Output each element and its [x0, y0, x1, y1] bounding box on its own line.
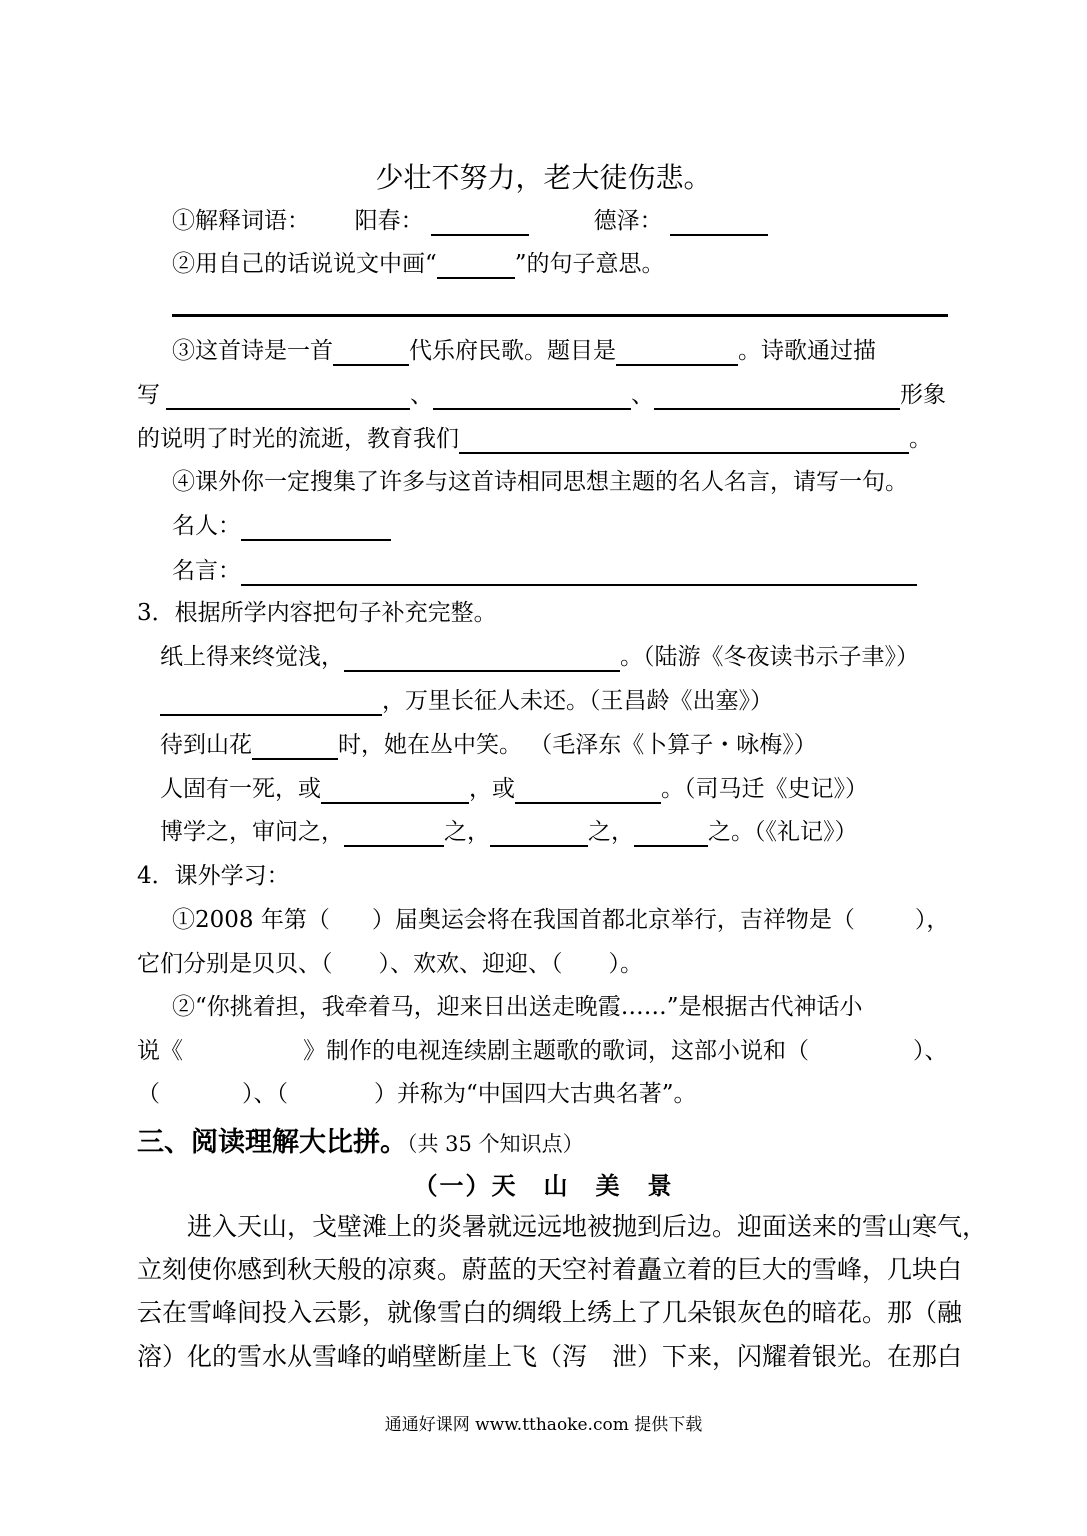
sec4-l5a: （ — [137, 1081, 160, 1107]
sec4-l5c: ）并称为“中国四大古典名著”。 — [374, 1081, 697, 1107]
blank-quote[interactable] — [241, 560, 917, 586]
reading-line-4: 溶）化的雪水从雪峰的峭壁断崖上飞（泻 泄）下来，闪耀着银光。在那白 — [137, 1342, 963, 1371]
q3-p2: 代乐府民歌。题目是 — [409, 338, 616, 364]
q3-l2-start: 写 — [137, 382, 160, 408]
sec3-l4b: ，或 — [469, 776, 515, 802]
q3-l2-end: 形象 — [900, 382, 946, 408]
sec3-l2b: ，万里长征人未还。（王昌龄《出塞》） — [382, 688, 773, 714]
sec4-line5 — [137, 1079, 697, 1109]
sec3-line1 — [160, 642, 919, 672]
page-footer: 通通好课网 www.tthaoke.com 提供下载 — [384, 1415, 703, 1435]
sec3-l4c: 。（司马迁《史记》） — [661, 776, 868, 802]
sec4-line1 — [172, 905, 949, 935]
blank-yangchun[interactable] — [431, 210, 529, 236]
sec3-l1b: 。（陆游《冬夜读书示子聿》） — [620, 644, 919, 670]
sec3-l3a: 待到山花 — [160, 732, 252, 758]
sec3-l5d: 之。（《礼记》） — [708, 819, 858, 845]
q1-line — [172, 206, 768, 236]
sec4-l4a: 说《 — [137, 1038, 183, 1064]
blank-person[interactable] — [241, 515, 391, 541]
sec4-title: 4．课外学习： — [137, 863, 290, 889]
sec3-l5c: 之， — [588, 819, 634, 845]
q1-word1: 阳春： — [354, 208, 424, 234]
q4-quote-line — [172, 556, 917, 586]
sec3-title: 3．根据所学内容把句子补充完整。 — [137, 600, 497, 626]
sec3-l3b: 时，她在丛中笑。 （毛泽东《卜算子・咏梅》） — [338, 732, 817, 758]
q1-label: ①解释词语： — [172, 208, 310, 234]
reading-line-3: 云在雪峰间投入云影，就像雪白的绸缎上绣上了几朵银灰色的暗花。那（融 — [137, 1298, 963, 1327]
sec4-l4c: ）、 — [913, 1038, 948, 1064]
section-three-note: （共 35 个知识点） — [407, 1132, 584, 1156]
sec4-l1b: ）届奥运会将在我国首都北京举行，吉祥物是（ — [371, 907, 855, 933]
blank-shiji-1[interactable] — [321, 778, 469, 804]
blank-image-3[interactable] — [654, 384, 900, 410]
blank-shanhua[interactable] — [252, 734, 338, 760]
sec3-l5b: 之， — [444, 819, 490, 845]
answer-line-q2[interactable] — [172, 314, 948, 317]
blank-liji-3[interactable] — [634, 821, 708, 847]
section-three-heading — [137, 1120, 584, 1159]
sec3-line4 — [160, 774, 868, 804]
sec4-l4b: 》制作的电视连续剧主题歌的歌词，这部小说和（ — [303, 1038, 809, 1064]
q3-p3: 。诗歌通过描 — [738, 338, 876, 364]
q3-l3-end: 。 — [909, 426, 932, 452]
q4-text: ④课外你一定搜集了许多与这首诗相同思想主题的名人名言，请写一句。 — [172, 469, 908, 495]
sec3-l4a: 人固有一死，或 — [160, 776, 321, 802]
q2-after: ”的句子意思。 — [514, 251, 665, 277]
section-three-title: 三、阅读理解大比拼。 — [137, 1127, 407, 1158]
blank-dynasty[interactable] — [333, 340, 409, 366]
blank-wang-changling[interactable] — [160, 690, 382, 716]
sec4-line2: 它们分别是贝贝、（ ）、欢欢、迎迎、（ ）。 — [137, 951, 643, 977]
blank-poem-title[interactable] — [616, 340, 738, 366]
q3-line3 — [137, 424, 932, 454]
blank-deze[interactable] — [670, 210, 768, 236]
sec4-l1c: ）， — [914, 907, 950, 933]
sec3-l1a: 纸上得来终觉浅， — [160, 644, 344, 670]
q4-person-label: 名人： — [172, 513, 241, 539]
reading-line-1: 进入天山，戈壁滩上的炎暑就远远地被抛到后边。迎面送来的雪山寒气， — [137, 1212, 988, 1241]
q2-line — [172, 249, 665, 279]
blank-liji-2[interactable] — [490, 821, 588, 847]
blank-image-1[interactable] — [166, 384, 410, 410]
reading-line-2: 立刻使你感到秋天般的凉爽。蔚蓝的天空衬着矗立着的巨大的雪峰，几块白 — [137, 1255, 963, 1284]
q3-line1 — [172, 336, 876, 366]
poem-last-line: 少壮不努力，老大徒伤悲。 — [375, 161, 712, 194]
sep-1: 、 — [410, 382, 433, 408]
sec3-line3 — [160, 730, 817, 760]
blank-liji-1[interactable] — [344, 821, 444, 847]
sec3-line2 — [160, 686, 773, 716]
q2-before: ②用自己的话说说文中画“ — [172, 251, 437, 277]
underline-sample — [437, 253, 515, 279]
sec4-l1a: ①2008 年第（ — [172, 907, 330, 933]
sec4-line3: ②“你挑着担，我牵着马，迎来日出送走晚霞……”是根据古代神话小 — [172, 994, 863, 1020]
sec3-line5 — [160, 817, 858, 847]
q1-word2: 德泽： — [593, 208, 663, 234]
q3-line2 — [137, 380, 946, 410]
q4-quote-label: 名言： — [172, 558, 241, 584]
q3-l3-start: 的说明了时光的流逝，教育我们 — [137, 426, 459, 452]
sec3-l5a: 博学之，审问之， — [160, 819, 344, 845]
sec4-l5b: ）、（ — [242, 1081, 288, 1107]
blank-teaching[interactable] — [459, 428, 909, 454]
blank-image-2[interactable] — [433, 384, 631, 410]
blank-shiji-2[interactable] — [515, 778, 661, 804]
sep-2: 、 — [631, 382, 654, 408]
q4-person-line — [172, 511, 391, 541]
reading-subtitle: （一）天 山 美 景 — [413, 1171, 674, 1200]
sec4-line4 — [137, 1036, 948, 1066]
blank-lu-you[interactable] — [344, 646, 620, 672]
q3-p1: ③这首诗是一首 — [172, 338, 333, 364]
